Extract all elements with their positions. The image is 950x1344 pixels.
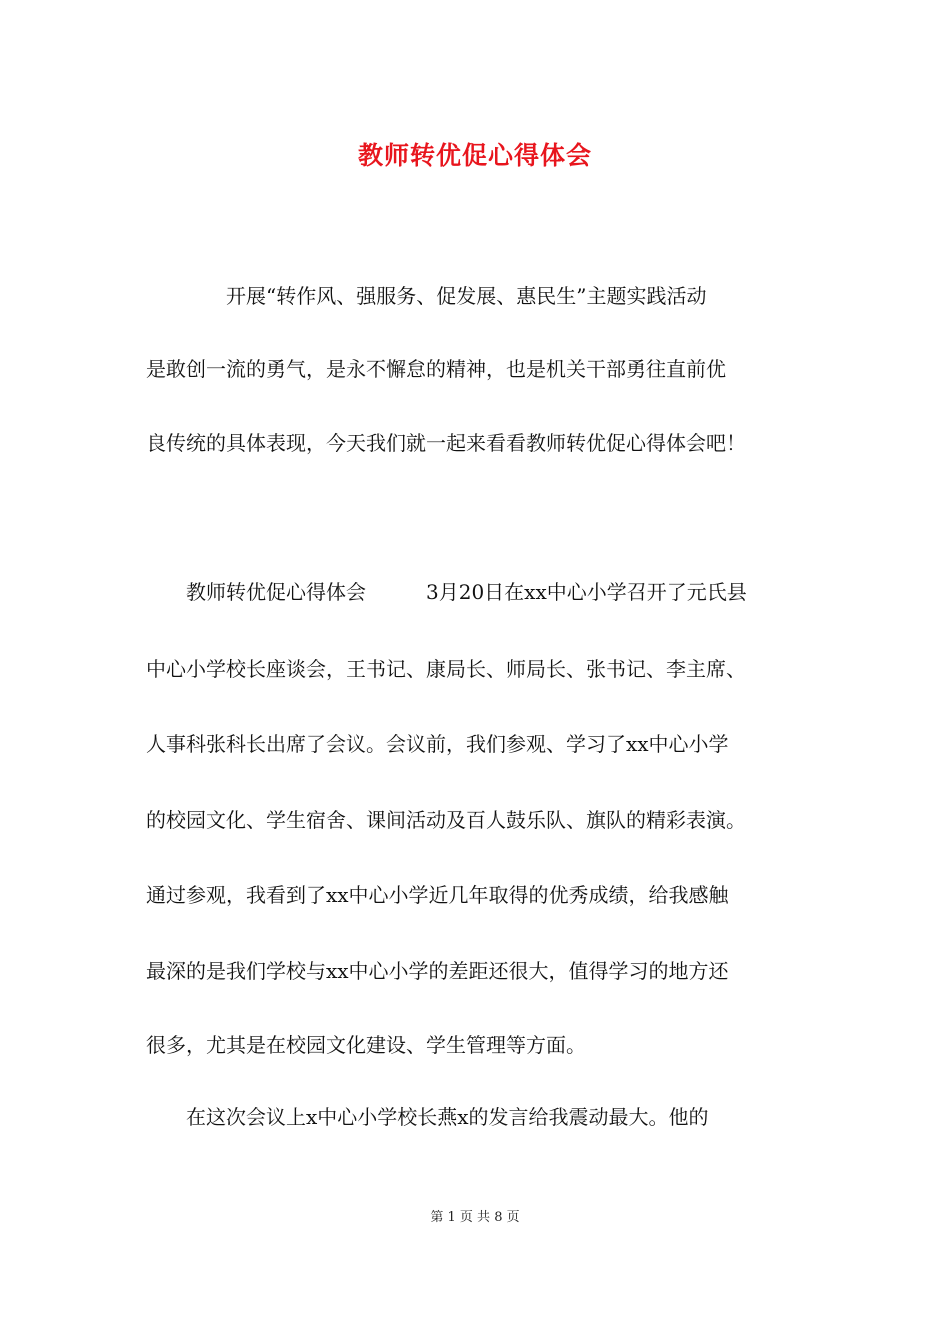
body-line-6: 人事科张科长出席了会议。会议前，我们参观、学习了xx中心小学: [146, 732, 729, 756]
body-line-8: 通过参观，我看到了xx中心小学近几年取得的优秀成绩，给我感触: [146, 883, 729, 907]
body-line-3: 良传统的具体表现，今天我们就一起来看看教师转优促心得体会吧！: [146, 431, 746, 455]
body-line-10: 很多，尤其是在校园文化建设、学生管理等方面。: [146, 1033, 586, 1057]
body-line-4: 教师转优促心得体会 3月20日在xx中心小学召开了元氏县: [146, 580, 747, 604]
body-line-11: 在这次会议上x中心小学校长燕x的发言给我震动最大。他的: [146, 1105, 709, 1129]
body-line-2: 是敢创一流的勇气，是永不懈怠的精神，也是机关干部勇往直前优: [146, 357, 726, 381]
body-line-1: 开展“转作风、强服务、促发展、惠民生”主题实践活动: [146, 284, 707, 308]
body-line-7: 的校园文化、学生宿舍、课间活动及百人鼓乐队、旗队的精彩表演。: [146, 808, 746, 832]
body-line-9: 最深的是我们学校与xx中心小学的差距还很大，值得学习的地方还: [146, 959, 729, 983]
page-number-footer: 第 1 页 共 8 页: [430, 1210, 520, 1225]
body-line-5: 中心小学校长座谈会，王书记、康局长、师局长、张书记、李主席、: [146, 657, 746, 681]
document-title: 教师转优促心得体会: [357, 141, 592, 170]
